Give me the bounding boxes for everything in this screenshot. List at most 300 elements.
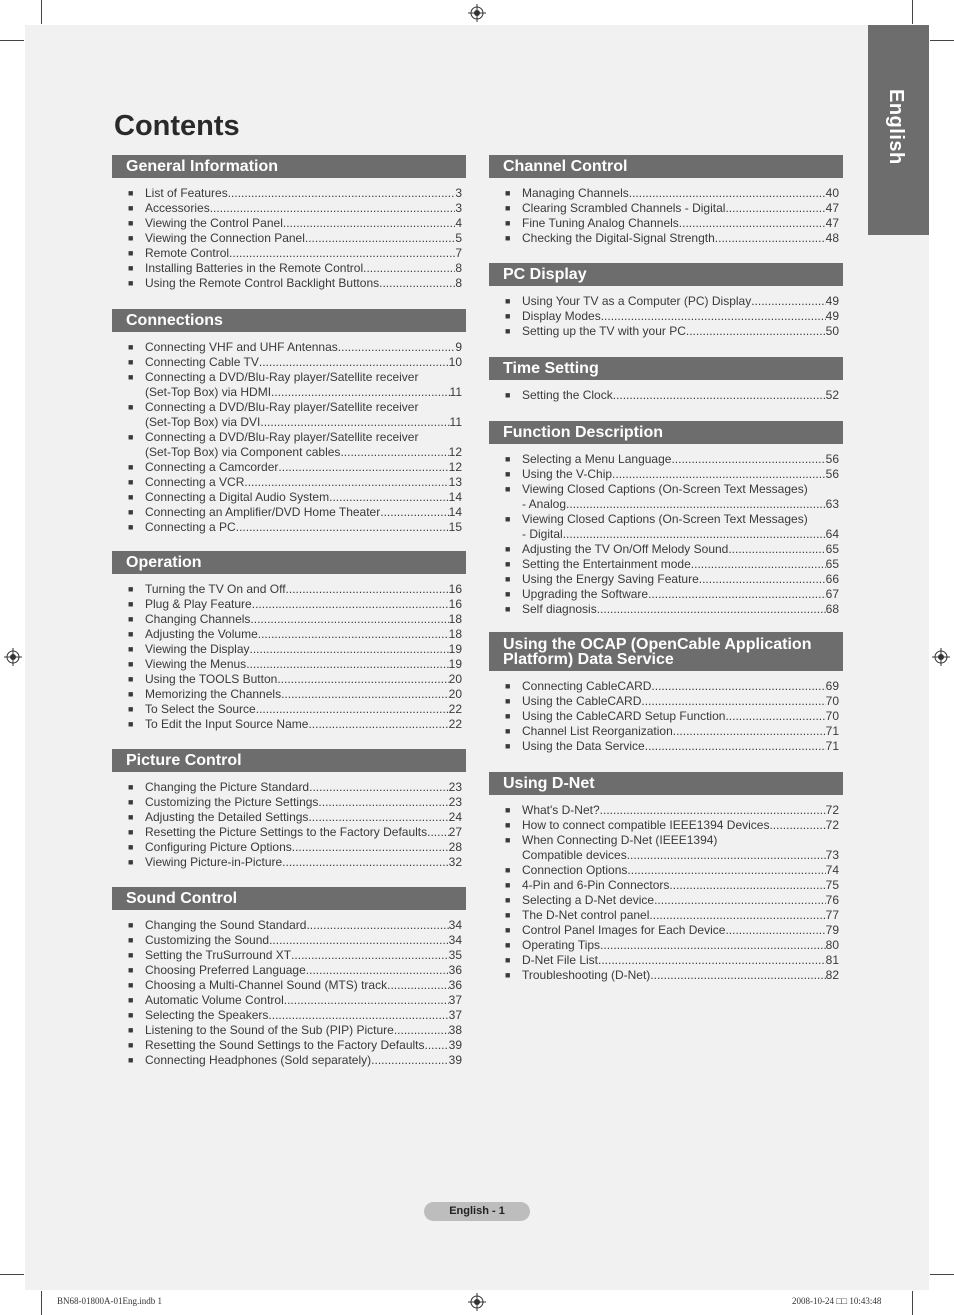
bullet-icon: ■ [128, 842, 134, 852]
toc-entry [505, 893, 839, 908]
toc-entry-lead: Viewing Closed Captions (On-Screen Text Messages) [522, 482, 808, 496]
toc-entry [128, 672, 462, 687]
toc-entry-label: Choosing a Multi-Channel Sound (MTS) track [145, 978, 388, 992]
bullet-icon: ■ [128, 522, 134, 532]
dot-leader [281, 687, 449, 702]
toc-entry-row [145, 672, 462, 687]
toc-entry-text [522, 294, 839, 309]
toc-entry-page: 38 [448, 1023, 462, 1037]
bullet-icon: ■ [505, 681, 511, 691]
dot-leader [715, 231, 826, 246]
toc-entry-text [522, 587, 839, 602]
toc-entry-row [522, 968, 839, 983]
toc-entry [128, 642, 462, 657]
dot-leader [379, 276, 455, 291]
dot-leader [629, 186, 826, 201]
toc-entry-label: Connecting a Camcorder [145, 460, 279, 474]
toc-entry [505, 452, 839, 467]
bullet-icon: ■ [128, 599, 134, 609]
toc-entry [505, 186, 839, 201]
toc-entry-page: 65 [825, 542, 839, 556]
toc-entry-row [145, 993, 462, 1008]
toc-section-using-d-net [489, 772, 843, 983]
toc-entry [128, 840, 462, 855]
bullet-icon: ■ [128, 432, 134, 442]
toc-entry-label: Using Your TV as a Computer (PC) Display [522, 294, 752, 308]
dot-leader [329, 490, 449, 505]
toc-entry-text [145, 918, 462, 933]
dot-leader [258, 627, 449, 642]
bullet-icon: ■ [128, 263, 134, 273]
bullet-icon: ■ [505, 820, 511, 830]
toc-entry-row [522, 878, 839, 893]
bullet-icon: ■ [128, 402, 134, 412]
bullet-icon: ■ [505, 604, 511, 614]
toc-section-general-information [112, 155, 466, 291]
dot-leader [394, 1023, 449, 1038]
toc-entry-row [522, 527, 839, 542]
toc-list [112, 574, 466, 732]
toc-entry-text [522, 557, 839, 572]
toc-entry [128, 201, 462, 216]
toc-entry [505, 679, 839, 694]
toc-entry-row [522, 709, 839, 724]
language-tab [868, 25, 929, 235]
section-heading: Picture Control [112, 749, 466, 772]
toc-entry [128, 597, 462, 612]
toc-entry-label: How to connect compatible IEEE1394 Devices [522, 818, 770, 832]
dot-leader [613, 388, 826, 403]
toc-entry-text [145, 717, 462, 732]
toc-entry-label: D-Net File List [522, 953, 599, 967]
toc-entry-label: Viewing the Control Panel [145, 216, 283, 230]
toc-entry-row [522, 452, 839, 467]
toc-entry-page: 50 [825, 324, 839, 338]
toc-entry-label: Accessories [145, 201, 210, 215]
bullet-icon: ■ [128, 248, 134, 258]
toc-entry [128, 933, 462, 948]
toc-entry-text [145, 612, 462, 627]
dot-leader [648, 587, 826, 602]
toc-entry-text [522, 938, 839, 953]
toc-entry-text [145, 978, 462, 993]
dot-leader [256, 702, 449, 717]
toc-entry-label: Control Panel Images for Each Device [522, 923, 726, 937]
toc-entry [128, 702, 462, 717]
dot-leader [269, 933, 449, 948]
toc-entry [128, 475, 462, 490]
toc-entry-page: 11 [449, 415, 462, 429]
dot-leader [671, 452, 825, 467]
toc-entry-text [145, 963, 462, 978]
bullet-icon: ■ [128, 462, 134, 472]
toc-entry-label: Using the Energy Saving Feature [522, 572, 699, 586]
toc-entry [128, 246, 462, 261]
bullet-icon: ■ [505, 559, 511, 569]
dot-leader [306, 963, 449, 978]
toc-entry [128, 505, 462, 520]
dot-leader [283, 216, 455, 231]
toc-entry-text [145, 687, 462, 702]
toc-entry-page: 63 [825, 497, 839, 511]
toc-entry-page: 14 [448, 490, 462, 504]
bullet-icon: ■ [505, 895, 511, 905]
toc-entry [128, 520, 462, 535]
toc-entry-page: 52 [825, 388, 839, 402]
toc-entry-page: 56 [825, 452, 839, 466]
toc-entry-label: Changing Channels [145, 612, 251, 626]
toc-entry-lead: Connecting a DVD/Blu-Ray player/Satellite receiver [145, 370, 419, 384]
toc-section-time-setting [489, 357, 843, 403]
toc-entry-row [145, 340, 462, 355]
toc-entry [128, 918, 462, 933]
toc-entry-row [145, 231, 462, 246]
toc-entry-page: 37 [448, 993, 462, 1007]
toc-entry-label: 4-Pin and 6-Pin Connectors [522, 878, 670, 892]
bullet-icon: ■ [128, 278, 134, 288]
toc-entry [128, 355, 462, 370]
bullet-icon: ■ [505, 218, 511, 228]
toc-entry-label: Viewing the Connection Panel [145, 231, 305, 245]
toc-entry-row [522, 572, 839, 587]
bullet-icon: ■ [505, 805, 511, 815]
toc-entry-page: 48 [825, 231, 839, 245]
toc-entry-text [145, 1053, 462, 1068]
toc-entry-row [145, 415, 462, 430]
toc-entry [505, 602, 839, 617]
toc-list [489, 286, 843, 339]
toc-entry-page: 71 [825, 739, 839, 753]
toc-entry [128, 657, 462, 672]
bullet-icon: ■ [128, 507, 134, 517]
toc-entry-page: 20 [448, 672, 462, 686]
dot-leader [246, 657, 448, 672]
toc-entry-page: 3 [455, 186, 462, 200]
bullet-icon: ■ [128, 233, 134, 243]
toc-entry-text [522, 709, 839, 724]
toc-list [112, 772, 466, 870]
bullet-icon: ■ [505, 910, 511, 920]
toc-entry-row [145, 717, 462, 732]
toc-entry-label: Connecting a PC [145, 520, 236, 534]
toc-entry-text [145, 261, 462, 276]
toc-entry-text [145, 201, 462, 216]
toc-entry [505, 863, 839, 878]
toc-list [489, 795, 843, 983]
toc-entry-label: Turning the TV On and Off [145, 582, 286, 596]
toc-section-channel-control [489, 155, 843, 246]
bullet-icon: ■ [128, 659, 134, 669]
toc-entry-row [145, 1053, 462, 1068]
toc-entry-label: - Analog [522, 497, 567, 511]
toc-entry [505, 231, 839, 246]
toc-entry-text [522, 216, 839, 231]
toc-list [112, 332, 466, 535]
dot-leader [725, 201, 825, 216]
toc-entry-text [145, 231, 462, 246]
toc-entry-page: 81 [825, 953, 839, 967]
registration-mark-icon [4, 648, 22, 666]
toc-entry-page: 10 [448, 355, 462, 369]
toc-entry-row [145, 918, 462, 933]
toc-entry-label: Using the TOOLS Button [145, 672, 278, 686]
bullet-icon: ■ [505, 390, 511, 400]
toc-entry-page: 3 [455, 201, 462, 215]
toc-section-pc-display [489, 263, 843, 339]
bullet-icon: ■ [505, 203, 511, 213]
toc-entry [505, 923, 839, 938]
toc-entry-label: Configuring Picture Options [145, 840, 292, 854]
toc-entry-text [145, 642, 462, 657]
toc-entry [128, 186, 462, 201]
dot-leader [229, 246, 455, 261]
dot-leader [284, 993, 449, 1008]
footer-timestamp: 2008-10-24 □□ 10:43:48 [792, 1296, 882, 1306]
toc-entry-label: Connecting a Digital Audio System [145, 490, 330, 504]
dot-leader [699, 572, 826, 587]
toc-entry [505, 557, 839, 572]
dot-leader [627, 863, 825, 878]
toc-entry-label: Installing Batteries in the Remote Control [145, 261, 364, 275]
bullet-icon: ■ [505, 865, 511, 875]
toc-entry-page: 24 [448, 810, 462, 824]
crop-mark [912, 1291, 913, 1315]
toc-entry-page: 75 [825, 878, 839, 892]
bullet-icon: ■ [505, 696, 511, 706]
dot-leader [751, 294, 825, 309]
toc-entry-text [522, 739, 839, 754]
dot-leader [600, 803, 826, 818]
toc-entry [128, 1008, 462, 1023]
toc-entry [128, 963, 462, 978]
toc-entry-label: Setting the Entertainment mode [522, 557, 691, 571]
toc-entry-text [145, 505, 462, 520]
toc-entry-row [145, 276, 462, 291]
toc-entry-row [522, 694, 839, 709]
toc-entry-row [522, 557, 839, 572]
toc-entry-label: Viewing the Display [145, 642, 250, 656]
toc-entry-page: 39 [448, 1038, 462, 1052]
toc-entry-page: 37 [448, 1008, 462, 1022]
toc-entry-row [522, 216, 839, 231]
toc-entry-text [145, 370, 462, 400]
bullet-icon: ■ [128, 1055, 134, 1065]
section-heading-line: Platform) Data Service [503, 651, 674, 668]
toc-entry-label: Managing Channels [522, 186, 629, 200]
toc-entry-row [522, 587, 839, 602]
toc-entry-text [522, 878, 839, 893]
bullet-icon: ■ [505, 454, 511, 464]
toc-entry-page: 28 [448, 840, 462, 854]
toc-entry-text [145, 657, 462, 672]
toc-entry-row [145, 261, 462, 276]
bullet-icon: ■ [128, 827, 134, 837]
toc-entry-label: Connecting Cable TV [145, 355, 259, 369]
bullet-icon: ■ [505, 970, 511, 980]
toc-entry [128, 276, 462, 291]
toc-entry-row [145, 186, 462, 201]
toc-entry [505, 953, 839, 968]
language-tab-label: English [885, 89, 907, 165]
toc-entry-label: Adjusting the Volume [145, 627, 258, 641]
toc-entry-text [145, 340, 462, 355]
dot-leader [250, 642, 449, 657]
toc-entry-text [145, 246, 462, 261]
toc-entry-label: Checking the Digital-Signal Strength [522, 231, 715, 245]
toc-entry-label: The D-Net control panel [522, 908, 650, 922]
toc-entry [128, 795, 462, 810]
toc-entry-label: Operating Tips [522, 938, 601, 952]
toc-entry-page: 7 [455, 246, 462, 260]
dot-leader [598, 953, 826, 968]
toc-section-picture-control [112, 749, 466, 870]
toc-entry-label: Customizing the Sound [145, 933, 270, 947]
toc-entry-page: 82 [825, 968, 839, 982]
bullet-icon: ■ [128, 203, 134, 213]
bullet-icon: ■ [505, 880, 511, 890]
toc-entry-row [522, 201, 839, 216]
toc-entry-row [145, 201, 462, 216]
toc-entry-row [522, 231, 839, 246]
toc-entry-text [145, 355, 462, 370]
dot-leader [277, 672, 448, 687]
dot-leader [380, 505, 448, 520]
dot-leader [309, 780, 449, 795]
bullet-icon: ■ [505, 711, 511, 721]
bullet-icon: ■ [128, 357, 134, 367]
toc-entry [128, 825, 462, 840]
toc-list [489, 671, 843, 754]
toc-entry-page: 79 [825, 923, 839, 937]
toc-entry-page: 72 [825, 803, 839, 817]
toc-entry-label: Changing the Picture Standard [145, 780, 310, 794]
toc-entry-row [145, 385, 462, 400]
toc-entry-row [145, 948, 462, 963]
toc-entry [128, 948, 462, 963]
toc-entry [128, 460, 462, 475]
toc-section-operation [112, 551, 466, 732]
toc-entry-row [145, 978, 462, 993]
dot-leader [641, 694, 825, 709]
toc-entry-page: 74 [825, 863, 839, 877]
toc-entry-text [145, 933, 462, 948]
bullet-icon: ■ [505, 835, 511, 845]
toc-entry [505, 694, 839, 709]
dot-leader [725, 709, 825, 724]
toc-section-sound-control [112, 887, 466, 1068]
toc-entry-label: To Edit the Input Source Name [145, 717, 309, 731]
toc-entry-page: 36 [448, 963, 462, 977]
toc-entry-label: List of Features [145, 186, 228, 200]
toc-entry [505, 587, 839, 602]
dot-leader [728, 542, 825, 557]
bullet-icon: ■ [128, 629, 134, 639]
toc-entry-text [522, 679, 839, 694]
bullet-icon: ■ [505, 326, 511, 336]
toc-entry-text [522, 893, 839, 908]
toc-entry-row [522, 863, 839, 878]
toc-entry-text [522, 231, 839, 246]
toc-entry-page: 22 [448, 702, 462, 716]
toc-entry-label: Fine Tuning Analog Channels [522, 216, 679, 230]
toc-entry-row [145, 612, 462, 627]
dot-leader [318, 795, 448, 810]
toc-entry [505, 388, 839, 403]
bullet-icon: ■ [128, 218, 134, 228]
toc-entry [505, 467, 839, 482]
toc-entry-page: 56 [825, 467, 839, 481]
dot-leader [210, 201, 456, 216]
toc-entry [505, 878, 839, 893]
toc-entry-lead: When Connecting D-Net (IEEE1394) [522, 833, 718, 847]
toc-entry-text [522, 388, 839, 403]
toc-entry-row [522, 923, 839, 938]
toc-entry [128, 1053, 462, 1068]
toc-entry-row [522, 497, 839, 512]
toc-entry-row [522, 908, 839, 923]
dot-leader [425, 1038, 449, 1053]
dot-leader [252, 597, 449, 612]
toc-list [489, 444, 843, 617]
toc-entry-label: Setting the TruSurround XT [145, 948, 292, 962]
toc-entry-lead: Connecting a DVD/Blu-Ray player/Satellite receiver [145, 430, 419, 444]
toc-entry-row [145, 642, 462, 657]
toc-entry-page: 4 [455, 216, 462, 230]
toc-entry-text [522, 572, 839, 587]
toc-entry-page: 18 [448, 612, 462, 626]
dot-leader [673, 724, 826, 739]
toc-entry [505, 709, 839, 724]
section-heading: Channel Control [489, 155, 843, 178]
toc-entry-text [145, 948, 462, 963]
toc-entry-label: Selecting a Menu Language [522, 452, 672, 466]
toc-entry-page: 5 [455, 231, 462, 245]
toc-entry-row [522, 602, 839, 617]
toc-entry-row [145, 657, 462, 672]
dot-leader [282, 855, 448, 870]
dot-leader [645, 739, 826, 754]
toc-entry-label: Listening to the Sound of the Sub (PIP) Picture [145, 1023, 394, 1037]
toc-entry-label: Self diagnosis [522, 602, 597, 616]
toc-entry-row [145, 855, 462, 870]
bullet-icon: ■ [128, 188, 134, 198]
toc-entry-label: Changing the Sound Standard [145, 918, 307, 932]
toc-entry-label: Using the Remote Control Backlight Buttons [145, 276, 380, 290]
section-heading: Connections [112, 309, 466, 332]
toc-entry-text [145, 702, 462, 717]
dot-leader [427, 825, 449, 840]
toc-entry-label: Viewing Picture-in-Picture [145, 855, 283, 869]
bullet-icon: ■ [128, 995, 134, 1005]
toc-entry [128, 370, 462, 400]
toc-entry-label: What's D-Net? [522, 803, 600, 817]
toc-entry-row [522, 324, 839, 339]
bullet-icon: ■ [128, 1025, 134, 1035]
crop-mark [912, 0, 913, 24]
toc-entry [505, 968, 839, 983]
toc-entry-page: 34 [448, 918, 462, 932]
crop-mark [0, 1274, 24, 1275]
dot-leader [250, 612, 448, 627]
toc-entry-page: 49 [825, 294, 839, 308]
dot-leader [268, 1008, 448, 1023]
dot-leader [278, 460, 448, 475]
toc-entry [128, 582, 462, 597]
toc-entry-row [145, 445, 462, 460]
toc-entry-row [145, 355, 462, 370]
toc-entry [505, 724, 839, 739]
toc-entry [505, 803, 839, 818]
